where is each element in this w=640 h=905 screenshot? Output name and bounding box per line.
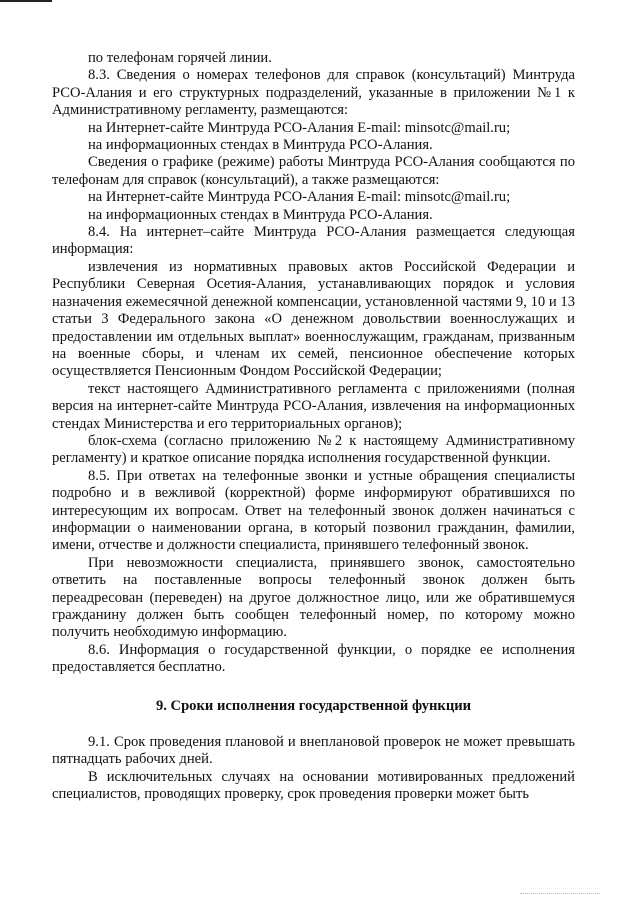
paragraph-exceptional: В исключительных случаях на основании мотивированных предложений специалистов, проводящих проверку, срок проведения проверки может быть — [52, 768, 575, 803]
section-8-continued — [52, 0, 575, 677]
paragraph-8-3: 8.3. Сведения о номерах телефонов для справок (консультаций) Минтруда РСО-Алания и его структурных подразделений, указанные в приложении №1 к Административному регламенту, размещаются: — [52, 67, 575, 119]
paragraph-regulation-text: текст настоящего Административного регламента с приложениями (полная версия на интернет-сайте Минтруда РСО-Алания, извлечения на информационных стендах Министерства и его территориальных органов); — [52, 380, 575, 432]
section-9 — [52, 734, 575, 804]
paragraph-website-2: на Интернет-сайте Минтруда РСО-Алания E-mail: minsotc@mail.ru; — [88, 189, 511, 206]
paragraph-8-5: 8.5. При ответах на телефонные звонки и устные обращения специалисты подробно и в вежливой (корректной) форме информируют обратившихся по интересующим их вопросам. Ответ на телефонный звонок должен начинаться с информации о наименовании органа, в который позвонил гражданин, фамилии, имени, отчестве и должности специалиста, принявшего телефонный звонок. — [52, 467, 575, 554]
paragraph-8-6: 8.6. Информация о государственной функции, о порядке ее исполнения предоставляется бесплатно. — [52, 641, 575, 676]
paragraph-schedule: Сведения о графике (режиме) работы Минтруда РСО-Алания сообщаются по телефонам для справок (консультаций), а также размещаются: — [52, 154, 575, 188]
paragraph-redirect: При невозможности специалиста, принявшего звонок, самостоятельно ответить на поставленные вопросы телефонный звонок должен быть переадресован (переведен) на другое должностное лицо, или же обратившемуся гражданину должен быть сообщен телефонный номер, по которому можно получить необходимую информацию. — [52, 554, 575, 641]
paragraph-flowchart: блок-схема (согласно приложению №2 к настоящему Административному регламенту) и краткое описание порядка исполнения государственной функции. — [52, 432, 575, 467]
scan-noise — [520, 893, 600, 895]
paragraph-website-1: на Интернет-сайте Минтруда РСО-Алания E-mail: minsotc@mail.ru; — [88, 119, 511, 136]
paragraph-stands-2: на информационных стендах в Минтруда РСО-Алания. — [88, 206, 433, 223]
scan-edge-mark — [0, 0, 52, 2]
document-page — [52, 0, 575, 804]
paragraph-stands-1: на информационных стендах в Минтруда РСО-Алания. — [88, 137, 433, 154]
paragraph-hotline: по телефонам горячей линии. — [88, 50, 272, 66]
section-9-heading: 9. Сроки исполнения государственной функции — [155, 697, 472, 714]
paragraph-extracts: извлечения из нормативных правовых актов Российской Федерации и Республики Северная Осетия-Алания, устанавливающих порядок и условия назначения ежемесячной денежной компенсации, установленной частями 9, 10 и 13 статьи 3 Федерального закона «О денежном довольствии военнослужащих и предоставлении им отдельных выплат» военнослужащим, гражданам, призванным на военные сборы, и членам их семей, пенсионное обеспечение которых осуществляется Пенсионным Фондом Российской Федерации; — [52, 258, 575, 380]
paragraph-9-1: 9.1. Срок проведения плановой и внеплановой проверок не может превышать пятнадцать рабочих дней. — [52, 734, 575, 768]
paragraph-8-4: 8.4. На интернет–сайте Минтруда РСО-Алания размещается следующая информация: — [52, 224, 575, 258]
